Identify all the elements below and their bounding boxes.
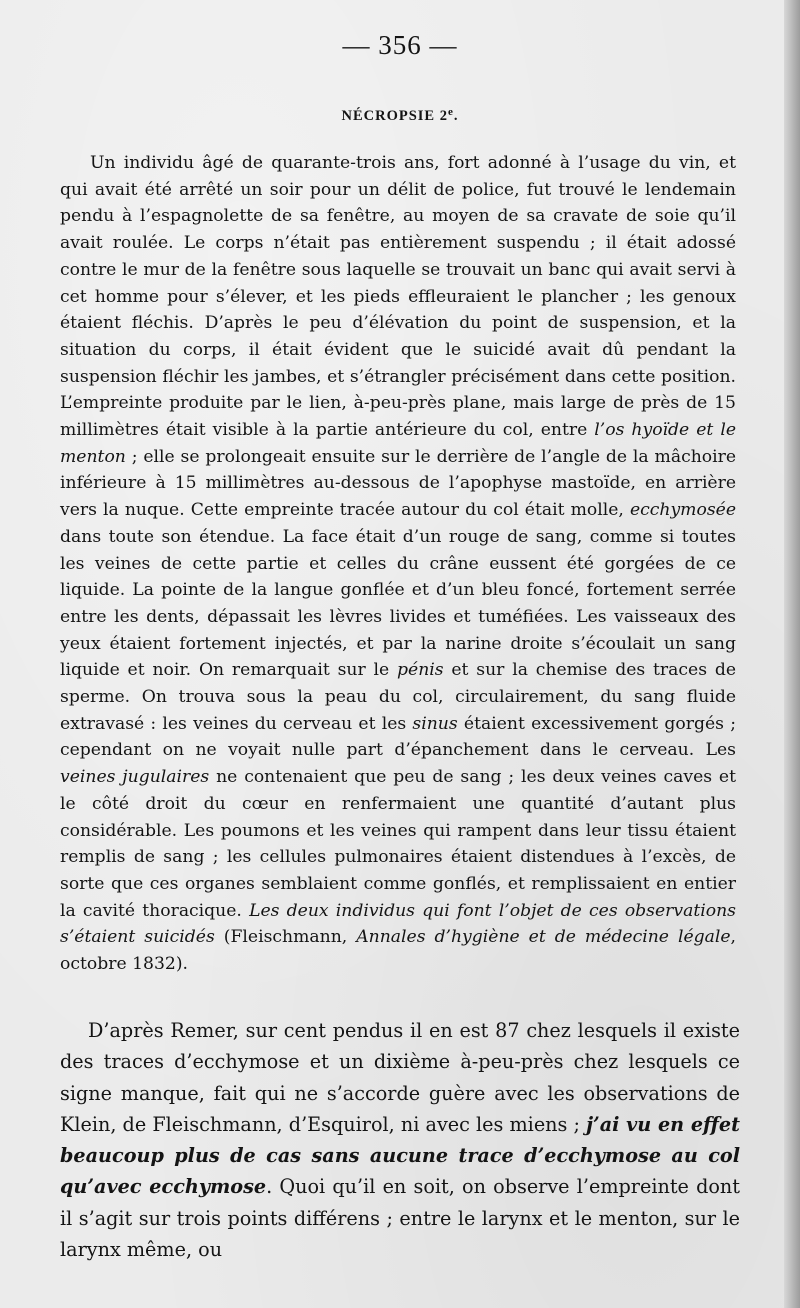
text-run: , octobre 1832).	[60, 927, 736, 975]
page-edge-shadow	[784, 0, 800, 1308]
text-run: D’après Remer, sur cent pendus il en est 87 chez lesquels il existe des traces d’ecchymose et un dixième à-peu-près chez lesquels ce signe manque, fait qui ne s’accorde guère avec les observations de Klein, de Fleischmann, d’Esquirol, ni avec les miens ;	[60, 1019, 740, 1136]
text-run: ne contenaient que peu de sang ; les deux veines caves et le côté droit du cœur en renfermaient une quantité d’autant plus considérable. Les poumons et les veines qui rampent dans leur tissu étaient remplis de sang ; les cellules pulmonaires étaient distendues à l’excès, de sorte que ces organes semblaient comme gonflés, et remplissaient en entier la cavité thoracique.	[60, 767, 737, 921]
italic-term: pénis	[397, 660, 444, 681]
section-title-tail: .	[453, 108, 459, 124]
text-run: . Quoi qu’il en soit, on observe l’empreinte dont il s’agit sur trois points différens ; entre le larynx et le menton, sur le larynx même, ou	[60, 1175, 740, 1262]
italic-term: ecchymosée	[629, 500, 736, 521]
text-run: dans toute son étendue. La face était d’un rouge de sang, comme si toutes les veines de cette partie et celles du crâne eussent été gorgées de ce liquide. La pointe de la langue gonflée et d’un bleu foncé, fortement serrée entre les dents, dépassait les lèvres livides et tuméfiées. Les vaisseaux des yeux étaient fortement injectés, et par la narine droite s’écoulait un sang liquide et noir. On remarquait sur le	[60, 526, 736, 681]
text-run: ; elle se prolongeait ensuite sur le derrière de l’angle de la mâchoire inférieure à 15 millimètres au-dessous de l’apophyse mastoïde, en arrière vers la nuque. Cette empreinte tracée autour du col était molle,	[60, 446, 736, 521]
italic-emphasis: j’ai vu en effet beaucoup plus de cas sans aucune trace d’ecchymose au col qu’avec ecchymose	[60, 1112, 740, 1199]
text-run: (Fleischmann,	[214, 927, 357, 948]
italic-citation: Annales d’hygiène et de médecine légale	[356, 927, 731, 948]
section-ordinal: 2	[439, 108, 448, 124]
section-title	[0, 106, 800, 125]
text-run: Un individu âgé de quarante-trois ans, fort adonné à l’usage du vin, et qui avait été arrêté un soir pour un délit de police, fut trouvé le lendemain pendu à l’espagnolette de sa fenêtre, au moyen de sa cravate de soie qu’il avait roulée. Le corps n’était pas entièrement suspendu ; il était adossé contre le mur de la fenêtre sous laquelle se trouvait un banc qui avait servi à cet homme pour s’élever, et les pieds effleuraient le plancher ; les genoux étaient fléchis. D’après le peu d’élévation du point de suspension, et la situation du corps, il était évident que le suicidé avait dû pendant la suspension fléchir les jambes, et s’étrangler précisément dans cette position. L’empreinte produite par le lien, à-peu-près plane, mais large de près de 15 millimètres était visible à la partie antérieure du col, entre	[60, 153, 736, 441]
commentary-paragraph	[60, 1015, 740, 1265]
text-run: et sur la chemise des traces de sperme. On trouva sous la peau du col, circulairement, du sang fluide extravasé : les veines du cerveau et les	[60, 660, 736, 734]
observation-paragraph	[60, 150, 736, 978]
section-title-text: NÉCROPSIE	[341, 108, 436, 124]
italic-term: l’os hyoïde et le menton	[60, 420, 736, 467]
section-ordinal-superscript: e	[447, 106, 454, 118]
italic-term: sinus	[412, 713, 458, 734]
text-run: étaient excessivement gorgés ; cependant on ne voyait nulle part d’épanchement dans le cerveau. Les	[60, 713, 736, 761]
italic-term: veines jugulaires	[60, 767, 210, 788]
italic-sentence: Les deux individus qui font l’objet de ces observations s’étaient suicidés	[60, 900, 736, 948]
page-number: — 356 —	[342, 30, 458, 60]
